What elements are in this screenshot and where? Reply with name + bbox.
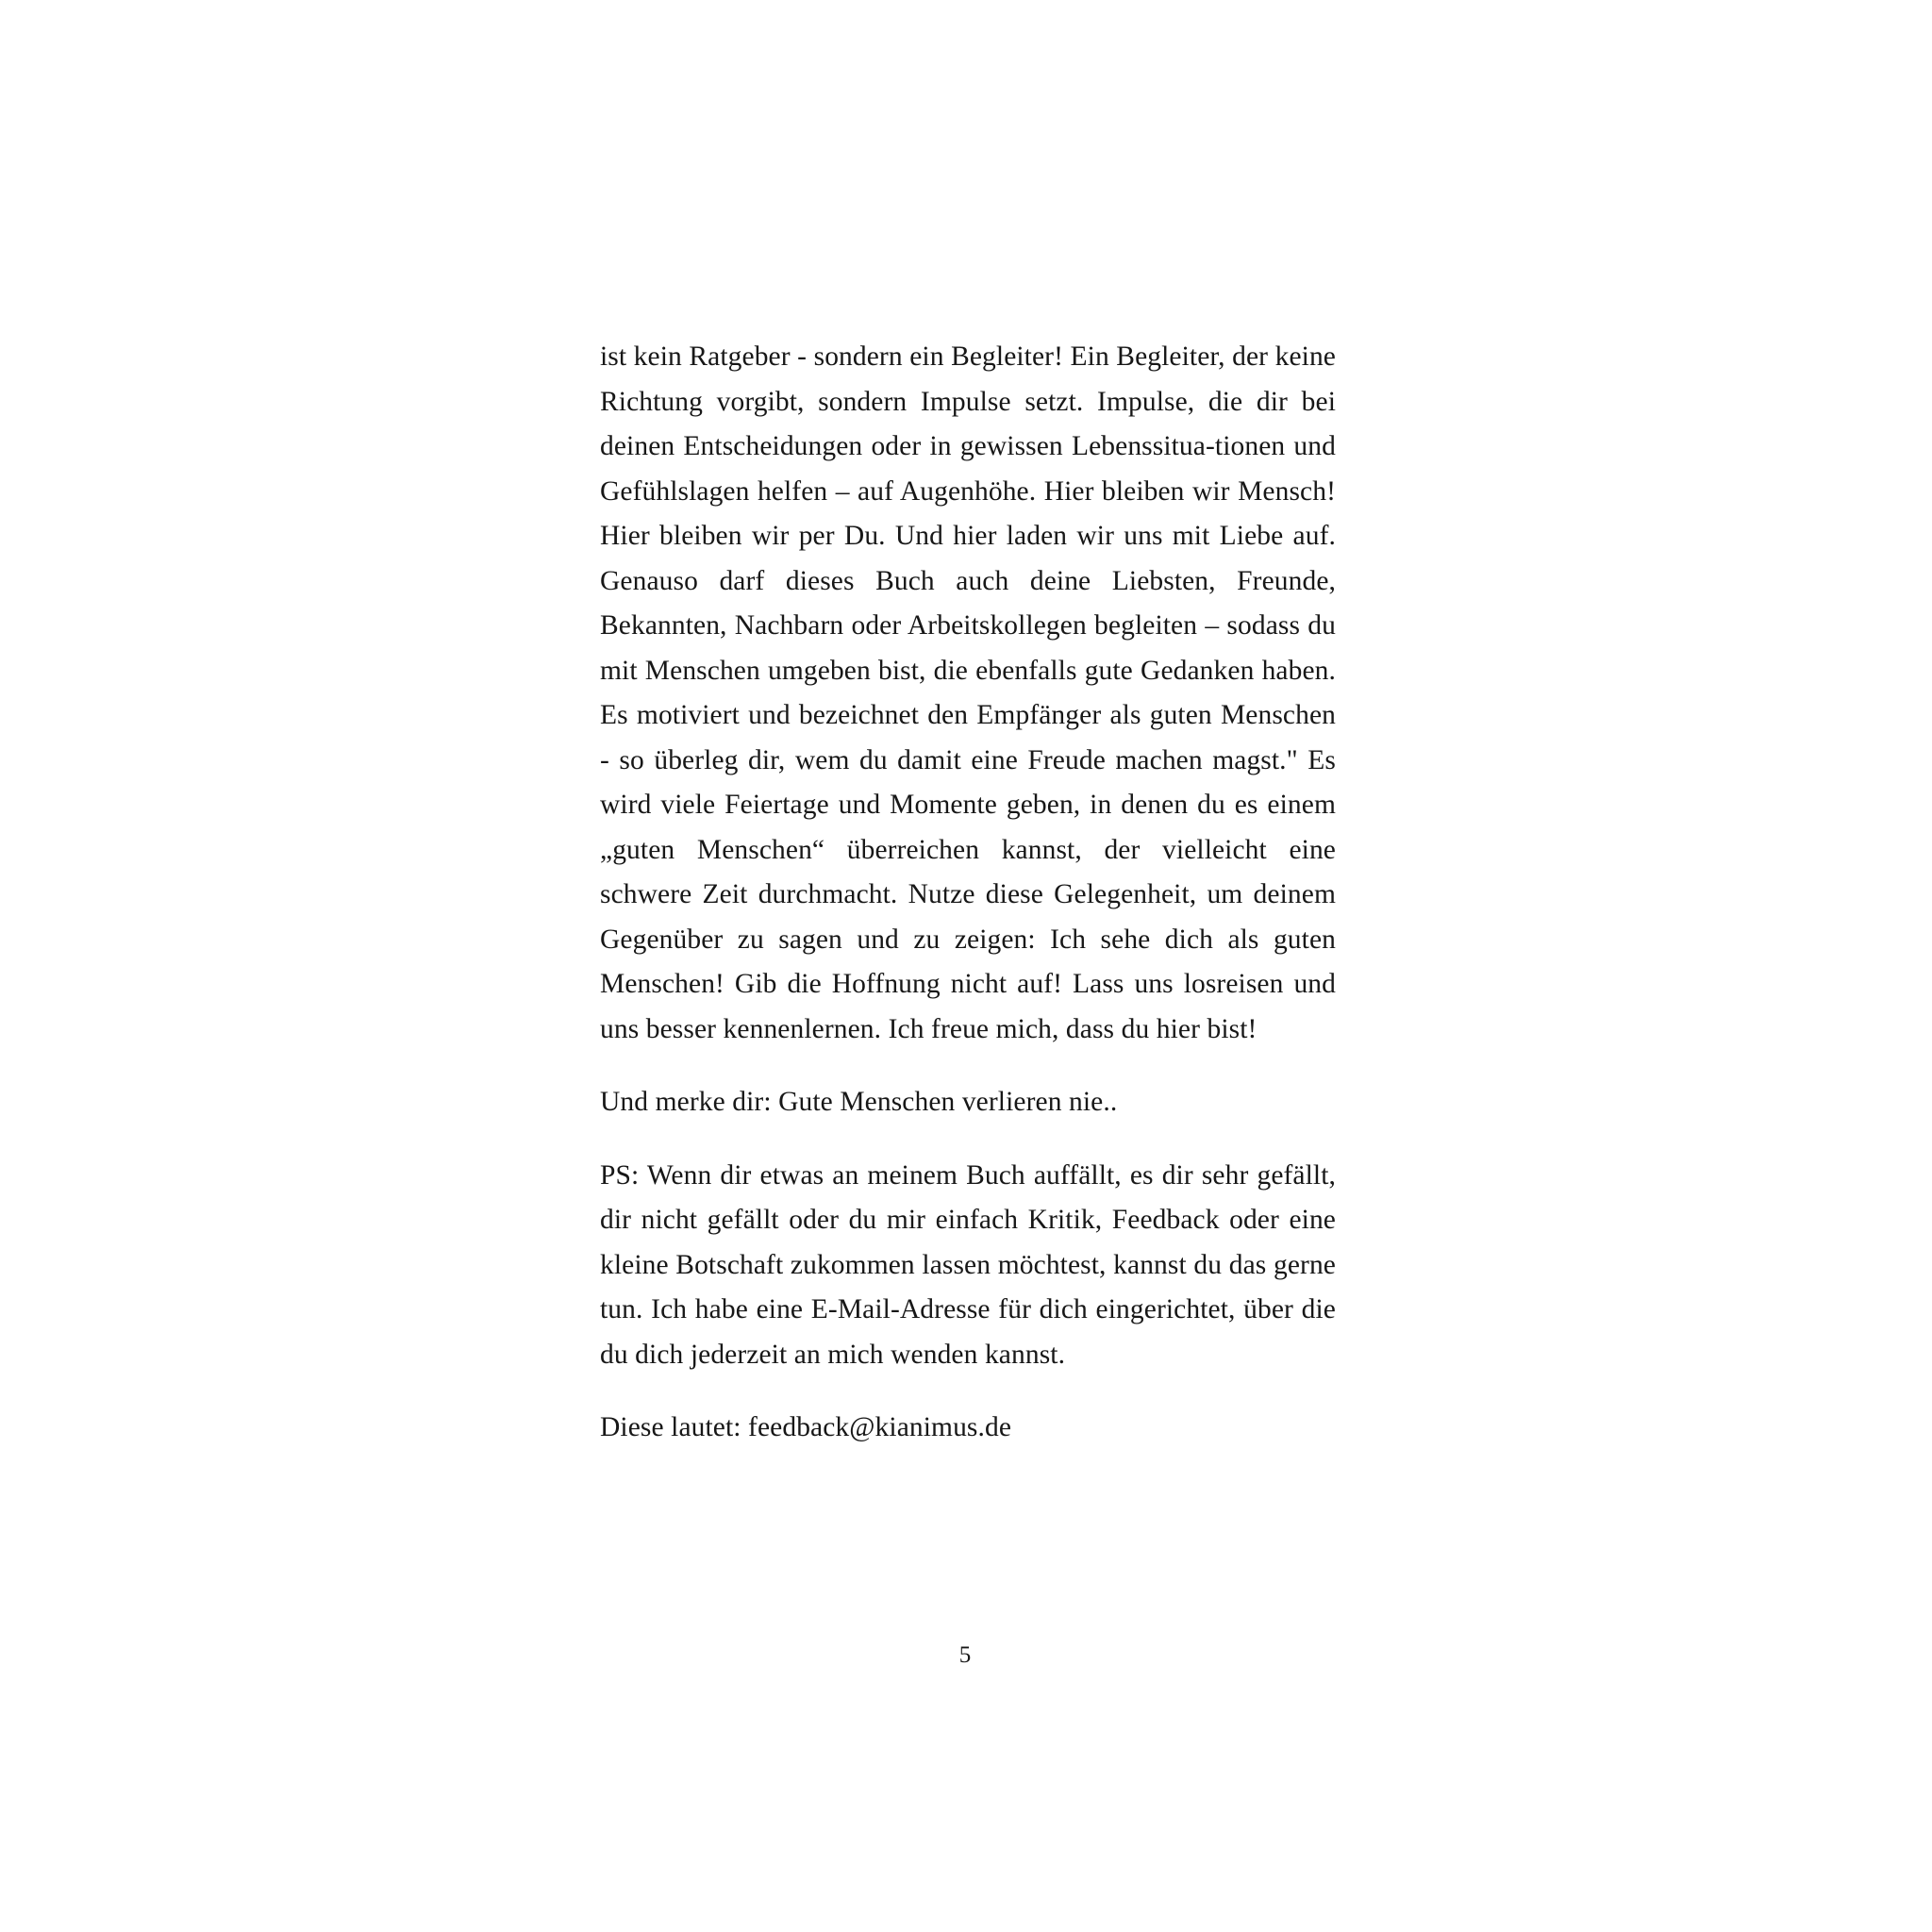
page-number [0, 1641, 1932, 1670]
paragraph-postscript: PS: Wenn dir etwas an meinem Buch auffällt, es dir sehr gefällt, dir nicht gefällt oder du mir einfach Kritik, Feedback oder eine kleine Botschaft zukommen lassen möchtest, kannst du das gerne tun. Ich habe eine E-Mail-Adresse für dich eingerichtet, über die du dich jederzeit an mich wenden kannst. [600, 1159, 1336, 1370]
paragraph-intro: ist kein Ratgeber - sondern ein Begleiter! Ein Begleiter, der keine Richtung vorgibt, sondern Impulse setzt. Impulse, die dir bei deinen Entscheidungen oder in gewissen Lebenssitua-tionen und Gefühlslagen helfen – auf Augenhöhe. Hier bleiben wir Mensch! Hier bleiben wir per Du. Und hier laden wir uns mit Liebe auf. Genauso darf dieses Buch auch deine Liebsten, Freunde, Bekannten, Nachbarn oder Arbeitskollegen begleiten – sodass du mit Menschen umgeben bist, die ebenfalls gute Gedanken haben. Es motiviert und bezeichnet den Empfänger als guten Menschen - so überleg dir, wem du damit eine Freude machen magst." Es wird viele Feiertage und Momente geben, in denen du es einem „guten Menschen“ überreichen kannst, der vielleicht eine schwere Zeit durchmacht. Nutze diese Gelegenheit, um deinem Gegenüber zu sagen und zu zeigen: Ich sehe dich als guten Menschen! Gib die Hoffnung nicht auf! Lass uns losreisen und uns besser kennenlernen. Ich freue mich, dass du hier bist! [600, 341, 1336, 1044]
paragraph-motto: Und merke dir: Gute Menschen verlieren nie.. [600, 1087, 1118, 1117]
page-number-value: 5 [958, 1642, 972, 1668]
text-column [600, 335, 1336, 1451]
paragraph-contact-email: Diese lautet: feedback@kianimus.de [600, 1412, 1012, 1442]
